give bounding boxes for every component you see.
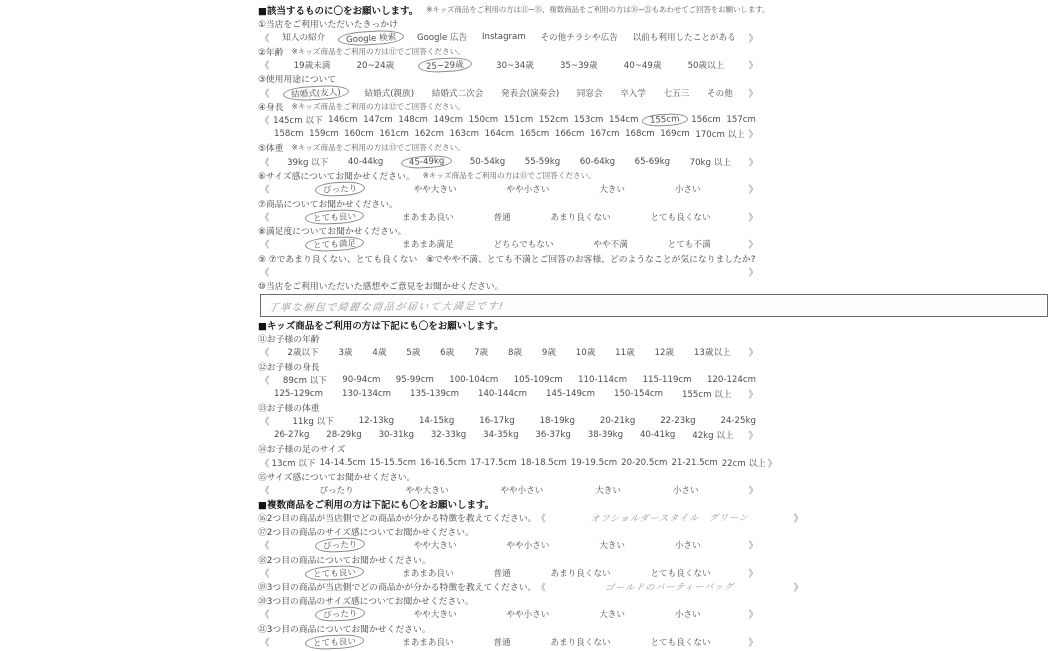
option: 167cm bbox=[589, 129, 620, 140]
question-label bbox=[258, 442, 806, 456]
options-row bbox=[258, 127, 760, 141]
option-circled: 45-49kg bbox=[401, 154, 453, 169]
option: 147cm bbox=[363, 115, 393, 126]
option: 12-13kg bbox=[358, 416, 395, 427]
option: 161cm bbox=[379, 129, 409, 140]
option: 60-64kg bbox=[579, 156, 616, 167]
option: 55-59kg bbox=[524, 156, 561, 167]
heading-text: ⑳3つ目の商品のサイズ感についてお聞かせください。 bbox=[258, 597, 474, 608]
option: 42kg 以上 bbox=[692, 431, 734, 441]
option: まあまあ良い bbox=[402, 637, 454, 648]
option: 70kg 以上 bbox=[689, 157, 731, 168]
question-label bbox=[258, 224, 806, 238]
option: 149cm bbox=[433, 115, 463, 126]
option: 150cm bbox=[468, 115, 499, 126]
section-heading bbox=[258, 318, 806, 332]
heading-text: ⑬お子様の体重 bbox=[258, 403, 320, 414]
option-circled: 155cm bbox=[642, 113, 688, 127]
option: とても良くない bbox=[650, 212, 711, 223]
question-label: ⑯2つ目の商品が当店側でどの商品かが分かる特徴を教えてください。 bbox=[258, 514, 537, 525]
options-row bbox=[258, 538, 760, 552]
option: 15-15.5cm bbox=[369, 457, 417, 468]
option: 20~24歳 bbox=[356, 61, 395, 72]
question-label bbox=[258, 359, 806, 373]
option: 154cm bbox=[609, 115, 639, 126]
option: 159cm bbox=[309, 129, 339, 140]
heading-text: ⑭お子様の足のサイズ bbox=[258, 445, 346, 456]
bracket-open: 《 bbox=[260, 33, 270, 45]
bracket-open: 《 bbox=[260, 486, 270, 498]
bracket-close: 》 bbox=[748, 568, 758, 580]
option-circled: とても満足 bbox=[305, 236, 365, 253]
heading-text: ⑪お子様の年齢 bbox=[258, 334, 320, 345]
heading-text: ⑱2つ目の商品についてお聞かせください。 bbox=[258, 555, 431, 566]
survey-document bbox=[258, 3, 806, 649]
option: 100-104cm bbox=[449, 374, 499, 385]
option: 13歳以上 bbox=[693, 348, 731, 359]
options-row bbox=[258, 345, 760, 359]
option: 157cm bbox=[726, 115, 756, 126]
bracket-open: 《 bbox=[260, 610, 270, 622]
bracket-open: 《 bbox=[260, 185, 270, 197]
handwritten-comment: 丁寧な梱包で綺麗な商品が届いて大満足です! bbox=[267, 300, 506, 314]
option-circled: とても良い bbox=[305, 633, 365, 650]
option: どちらでもない bbox=[493, 240, 554, 251]
bracket-open: 《 bbox=[260, 458, 270, 470]
heading-text: ⑩当店をご利用いただいた感想やご意見をお聞かせください。 bbox=[258, 282, 504, 293]
option: その他チラシや広告 bbox=[540, 33, 618, 44]
inline-answer-row bbox=[258, 580, 803, 594]
options-row bbox=[258, 58, 760, 72]
option: やや小さい bbox=[506, 610, 550, 621]
option-circled: Google 検索 bbox=[338, 29, 405, 46]
bracket-close: 》 bbox=[748, 88, 758, 100]
option: 20-20.5cm bbox=[621, 457, 668, 468]
inline-answer-row bbox=[258, 511, 803, 525]
heading-text: ①当店をご利用いただいたきっかけ bbox=[258, 20, 398, 31]
kids-reference-note: ※キッズ商品をご利用の方は⑫でご回答ください。 bbox=[291, 101, 465, 111]
option: 16-16.5cm bbox=[420, 457, 467, 468]
option: 22cm 以上 bbox=[721, 458, 766, 469]
option: 21-21.5cm bbox=[671, 457, 718, 468]
option: あまり良くない bbox=[550, 637, 611, 648]
question-label bbox=[258, 100, 806, 114]
section-heading bbox=[258, 3, 806, 17]
option-circled: 25~29歳 bbox=[418, 57, 472, 74]
option: 発表会(演奏会) bbox=[500, 88, 560, 99]
option: 164cm bbox=[484, 129, 515, 140]
options-row bbox=[258, 635, 760, 649]
heading-text: ㉑3つ目の商品についてお聞かせください。 bbox=[258, 624, 431, 635]
question-label bbox=[258, 621, 806, 635]
kids-reference-note: ※キッズ商品をご利用の方は⑪~⑮、複数商品をご利用の方は⑯~㉑もあわせてご回答をお願いします。 bbox=[426, 5, 770, 15]
question-label bbox=[258, 594, 806, 608]
option: まあまあ満足 bbox=[402, 240, 454, 251]
option: 152cm bbox=[538, 115, 569, 126]
option: 145-149cm bbox=[546, 388, 596, 399]
option: 105-109cm bbox=[513, 374, 563, 385]
heading-text: ⑫お子様の身長 bbox=[258, 362, 320, 373]
bracket-open: 《 bbox=[260, 348, 270, 360]
option: 34-35kg bbox=[483, 430, 519, 440]
option: 16-17kg bbox=[479, 416, 515, 427]
option: 24-25kg bbox=[720, 416, 756, 427]
question-label bbox=[258, 401, 806, 415]
option: 小さい bbox=[672, 486, 699, 497]
option: 18-18.5cm bbox=[520, 457, 567, 468]
option: 大きい bbox=[599, 541, 625, 552]
option: 90-94cm bbox=[342, 374, 381, 385]
question-label: ⑲3つ目の商品が当店側でどの商品かが分かる特徴を教えてください。 bbox=[258, 583, 537, 594]
option: やや大きい bbox=[405, 486, 449, 497]
option: 110-114cm bbox=[578, 374, 628, 385]
option: あまり良くない bbox=[550, 212, 611, 223]
option: 結婚式(親族) bbox=[364, 88, 415, 99]
question-label bbox=[258, 279, 806, 293]
options-row bbox=[258, 428, 760, 442]
comment-box bbox=[260, 294, 1048, 317]
heading-text: ⑧満足度についてお聞かせください。 bbox=[258, 227, 407, 238]
option: やや大きい bbox=[413, 185, 457, 196]
option: 12歳 bbox=[654, 348, 675, 359]
bracket-close: 》 bbox=[748, 157, 758, 169]
bracket-open: 《 bbox=[536, 513, 546, 525]
question-label bbox=[258, 470, 806, 484]
options-row bbox=[258, 607, 760, 621]
options-row bbox=[258, 456, 778, 470]
option: 50歳以上 bbox=[687, 61, 725, 72]
option: 小さい bbox=[674, 541, 701, 552]
bracket-close: 》 bbox=[748, 212, 758, 224]
option: 160cm bbox=[344, 129, 374, 140]
bracket-open: 《 bbox=[260, 88, 270, 100]
option: 130-134cm bbox=[342, 388, 392, 399]
option: その他 bbox=[707, 88, 733, 99]
option: 大きい bbox=[599, 185, 625, 196]
bracket-close: 》 bbox=[748, 240, 758, 252]
option: 普通 bbox=[493, 568, 511, 579]
bracket-close: 》 bbox=[748, 61, 758, 73]
question-label bbox=[258, 17, 806, 31]
bracket-close: 》 bbox=[793, 513, 803, 525]
kids-reference-note: ※キッズ商品をご利用の方は⑪でご回答ください。 bbox=[291, 46, 465, 56]
heading-text: ③使用用途について bbox=[258, 75, 337, 86]
options-row bbox=[258, 483, 760, 497]
option: 166cm bbox=[554, 129, 585, 140]
option: 153cm bbox=[573, 115, 604, 126]
option: 158cm bbox=[274, 129, 304, 140]
option: 26-27kg bbox=[274, 430, 310, 440]
bracket-open: 《 bbox=[260, 157, 270, 169]
option: 38-39kg bbox=[587, 430, 624, 440]
bracket-open: 《 bbox=[260, 541, 270, 553]
question-label bbox=[258, 169, 806, 183]
option: やや大きい bbox=[413, 610, 457, 621]
bracket-close: 》 bbox=[748, 268, 758, 280]
heading-text: ⑤体重 bbox=[258, 144, 284, 155]
question-label bbox=[258, 525, 806, 539]
option: 普通 bbox=[493, 212, 511, 223]
heading-text: ■該当するものに〇をお願いします。 bbox=[258, 5, 419, 17]
bracket-close: 》 bbox=[748, 486, 758, 498]
option: 22-23kg bbox=[660, 416, 696, 427]
option: やや小さい bbox=[506, 541, 550, 552]
option: 162cm bbox=[414, 129, 444, 140]
option: やや不満 bbox=[593, 240, 628, 251]
option: 135-139cm bbox=[410, 388, 460, 399]
option: 3歳 bbox=[338, 348, 353, 359]
kids-reference-note: ※キッズ商品をご利用の方は⑮でご回答ください。 bbox=[422, 170, 596, 180]
option-circled: ぴったり bbox=[315, 537, 366, 554]
option: 30~34歳 bbox=[496, 61, 534, 72]
options-row bbox=[258, 373, 760, 387]
option-circled: とても良い bbox=[305, 208, 365, 225]
option: ぴったり bbox=[319, 486, 354, 497]
option: 8歳 bbox=[507, 348, 523, 359]
heading-text: ⑦商品についてお聞かせください。 bbox=[258, 199, 398, 210]
option: 小さい bbox=[674, 610, 701, 621]
options-row bbox=[258, 182, 760, 196]
question-label bbox=[258, 141, 806, 155]
options-row bbox=[258, 31, 760, 45]
bracket-close: 》 bbox=[748, 541, 758, 553]
option: 170cm 以上 bbox=[695, 130, 745, 141]
option: 28-29kg bbox=[326, 430, 362, 440]
option: 30-31kg bbox=[378, 430, 414, 440]
option: 19歳未満 bbox=[293, 61, 331, 72]
bracket-open: 《 bbox=[260, 375, 270, 387]
option-circled: ぴったり bbox=[315, 181, 366, 198]
section-heading bbox=[258, 497, 806, 511]
option: 18-19kg bbox=[539, 416, 575, 427]
bracket-close: 》 bbox=[748, 389, 758, 401]
bracket-close: 》 bbox=[767, 458, 778, 470]
option: 169cm bbox=[660, 129, 690, 140]
options-row bbox=[258, 566, 760, 580]
option: とても良くない bbox=[650, 568, 711, 579]
options-row bbox=[258, 238, 760, 252]
option: やや小さい bbox=[506, 185, 550, 196]
bracket-close: 》 bbox=[748, 185, 758, 197]
option: 151cm bbox=[503, 115, 534, 126]
option: 普通 bbox=[493, 637, 511, 648]
option: 148cm bbox=[398, 115, 428, 126]
option: 65-69kg bbox=[634, 156, 671, 167]
bracket-open: 《 bbox=[260, 268, 270, 280]
handwritten-answer: ゴールドのパーティーバッグ bbox=[604, 582, 735, 594]
option: 以前も利用したことがある bbox=[632, 33, 736, 44]
option: 同窓会 bbox=[576, 88, 603, 99]
bracket-open: 《 bbox=[260, 116, 270, 128]
option: 卒入学 bbox=[620, 88, 646, 99]
blank-answer-row bbox=[258, 265, 760, 279]
bracket-close: 》 bbox=[748, 431, 758, 443]
option: 2歳以下 bbox=[287, 348, 319, 359]
option: 9歳 bbox=[541, 348, 556, 359]
bracket-close: 》 bbox=[748, 348, 758, 360]
option: とても不満 bbox=[667, 240, 711, 251]
option: あまり良くない bbox=[550, 568, 611, 579]
option: 39kg 以下 bbox=[287, 157, 329, 168]
option: まあまあ良い bbox=[402, 212, 454, 223]
bracket-open: 《 bbox=[260, 568, 270, 580]
kids-reference-note: ※キッズ商品をご利用の方は⑬でご回答ください。 bbox=[291, 143, 465, 153]
options-row bbox=[258, 210, 760, 224]
option: 40~49歳 bbox=[623, 61, 662, 72]
bracket-close: 》 bbox=[748, 130, 758, 142]
option: 146cm bbox=[328, 115, 358, 126]
options-row bbox=[258, 414, 760, 428]
option: 17-17.5cm bbox=[470, 457, 517, 468]
option: 14-15kg bbox=[418, 416, 455, 427]
option: とても良くない bbox=[650, 637, 711, 648]
option: 7歳 bbox=[474, 348, 489, 359]
bracket-close: 》 bbox=[793, 582, 803, 594]
question-label bbox=[258, 72, 806, 86]
option: やや小さい bbox=[500, 486, 544, 497]
heading-text: ②年齢 bbox=[258, 47, 284, 58]
bracket-open: 《 bbox=[260, 637, 270, 649]
option: 13cm 以下 bbox=[271, 458, 316, 469]
option: やや大きい bbox=[413, 541, 457, 552]
option: 163cm bbox=[449, 129, 480, 140]
option: 11kg 以下 bbox=[292, 417, 334, 428]
option: 168cm bbox=[625, 129, 655, 140]
option: 89cm 以下 bbox=[282, 375, 327, 386]
bracket-close: 》 bbox=[748, 610, 758, 622]
option-circled: とても良い bbox=[305, 564, 365, 581]
handwritten-answer: オフショルダースタイル グリーン bbox=[589, 513, 750, 525]
option: 155cm 以上 bbox=[682, 389, 732, 400]
option-circled: 結婚式(友人) bbox=[283, 84, 349, 101]
option: 小さい bbox=[674, 185, 701, 196]
bracket-open: 《 bbox=[260, 417, 270, 429]
question-label bbox=[258, 44, 806, 58]
bracket-close: 》 bbox=[748, 33, 758, 45]
option: 95-99cm bbox=[395, 374, 434, 385]
option: 32-33kg bbox=[430, 430, 467, 440]
heading-text: ■複数商品をご利用の方は下記にも〇をお願いします。 bbox=[258, 500, 495, 511]
option: 40-44kg bbox=[347, 156, 384, 167]
option: まあまあ良い bbox=[402, 568, 454, 579]
option: 11歳 bbox=[615, 348, 635, 359]
heading-text: ⑮サイズ感についてお聞かせください。 bbox=[258, 472, 416, 483]
option: 50-54kg bbox=[469, 156, 506, 167]
bracket-open: 《 bbox=[260, 240, 270, 252]
bracket-open: 《 bbox=[260, 61, 270, 73]
option: 知人の紹介 bbox=[282, 33, 326, 44]
options-row bbox=[258, 86, 760, 100]
option: Google 広告 bbox=[416, 33, 468, 44]
question-label bbox=[258, 196, 806, 210]
question-label bbox=[258, 251, 806, 265]
option: 40-41kg bbox=[639, 430, 676, 440]
option: 125-129cm bbox=[274, 388, 324, 399]
option: 5歳 bbox=[406, 348, 421, 359]
option: 140-144cm bbox=[478, 388, 528, 399]
bracket-close: 》 bbox=[748, 637, 758, 649]
option-circled: ぴったり bbox=[315, 606, 366, 623]
question-label bbox=[258, 332, 806, 346]
option: 10歳 bbox=[575, 348, 596, 359]
heading-text: ■キッズ商品をご利用の方は下記にも〇をお願いします。 bbox=[258, 320, 504, 332]
option: 6歳 bbox=[440, 348, 455, 359]
question-label bbox=[258, 552, 806, 566]
option: 150-154cm bbox=[614, 388, 664, 399]
options-row bbox=[258, 155, 760, 169]
bracket-open: 《 bbox=[536, 582, 546, 594]
option: 20-21kg bbox=[599, 416, 636, 427]
option: 4歳 bbox=[372, 348, 387, 359]
option: 七五三 bbox=[663, 88, 690, 99]
option: 結婚式二次会 bbox=[431, 88, 484, 99]
option: 156cm bbox=[691, 115, 721, 126]
option: 大きい bbox=[595, 486, 621, 497]
option: 36-37kg bbox=[535, 430, 571, 440]
option: 35~39歳 bbox=[559, 61, 598, 72]
heading-text: ⑰2つ目の商品のサイズ感についてお聞かせください。 bbox=[258, 528, 474, 539]
option: 165cm bbox=[519, 129, 550, 140]
option: 14-14.5cm bbox=[319, 457, 366, 468]
option: 19-19.5cm bbox=[570, 457, 618, 468]
option: 115-119cm bbox=[642, 374, 692, 385]
option: 120-124cm bbox=[706, 374, 756, 385]
heading-text: ⑨ ⑦であまり良くない、とても良くない ⑧でやや不満、とても不満とご回答のお客様、どのようなことが気になりましたか? bbox=[258, 254, 756, 265]
heading-text: ⑥サイズ感についてお聞かせください。 bbox=[258, 171, 415, 182]
heading-text: ④身長 bbox=[258, 102, 284, 113]
bracket-open: 《 bbox=[260, 212, 270, 224]
option: 145cm 以下 bbox=[273, 116, 323, 127]
option: 大きい bbox=[599, 610, 625, 621]
option: Instagram bbox=[481, 32, 526, 43]
options-row bbox=[258, 387, 760, 401]
options-row bbox=[258, 113, 760, 127]
